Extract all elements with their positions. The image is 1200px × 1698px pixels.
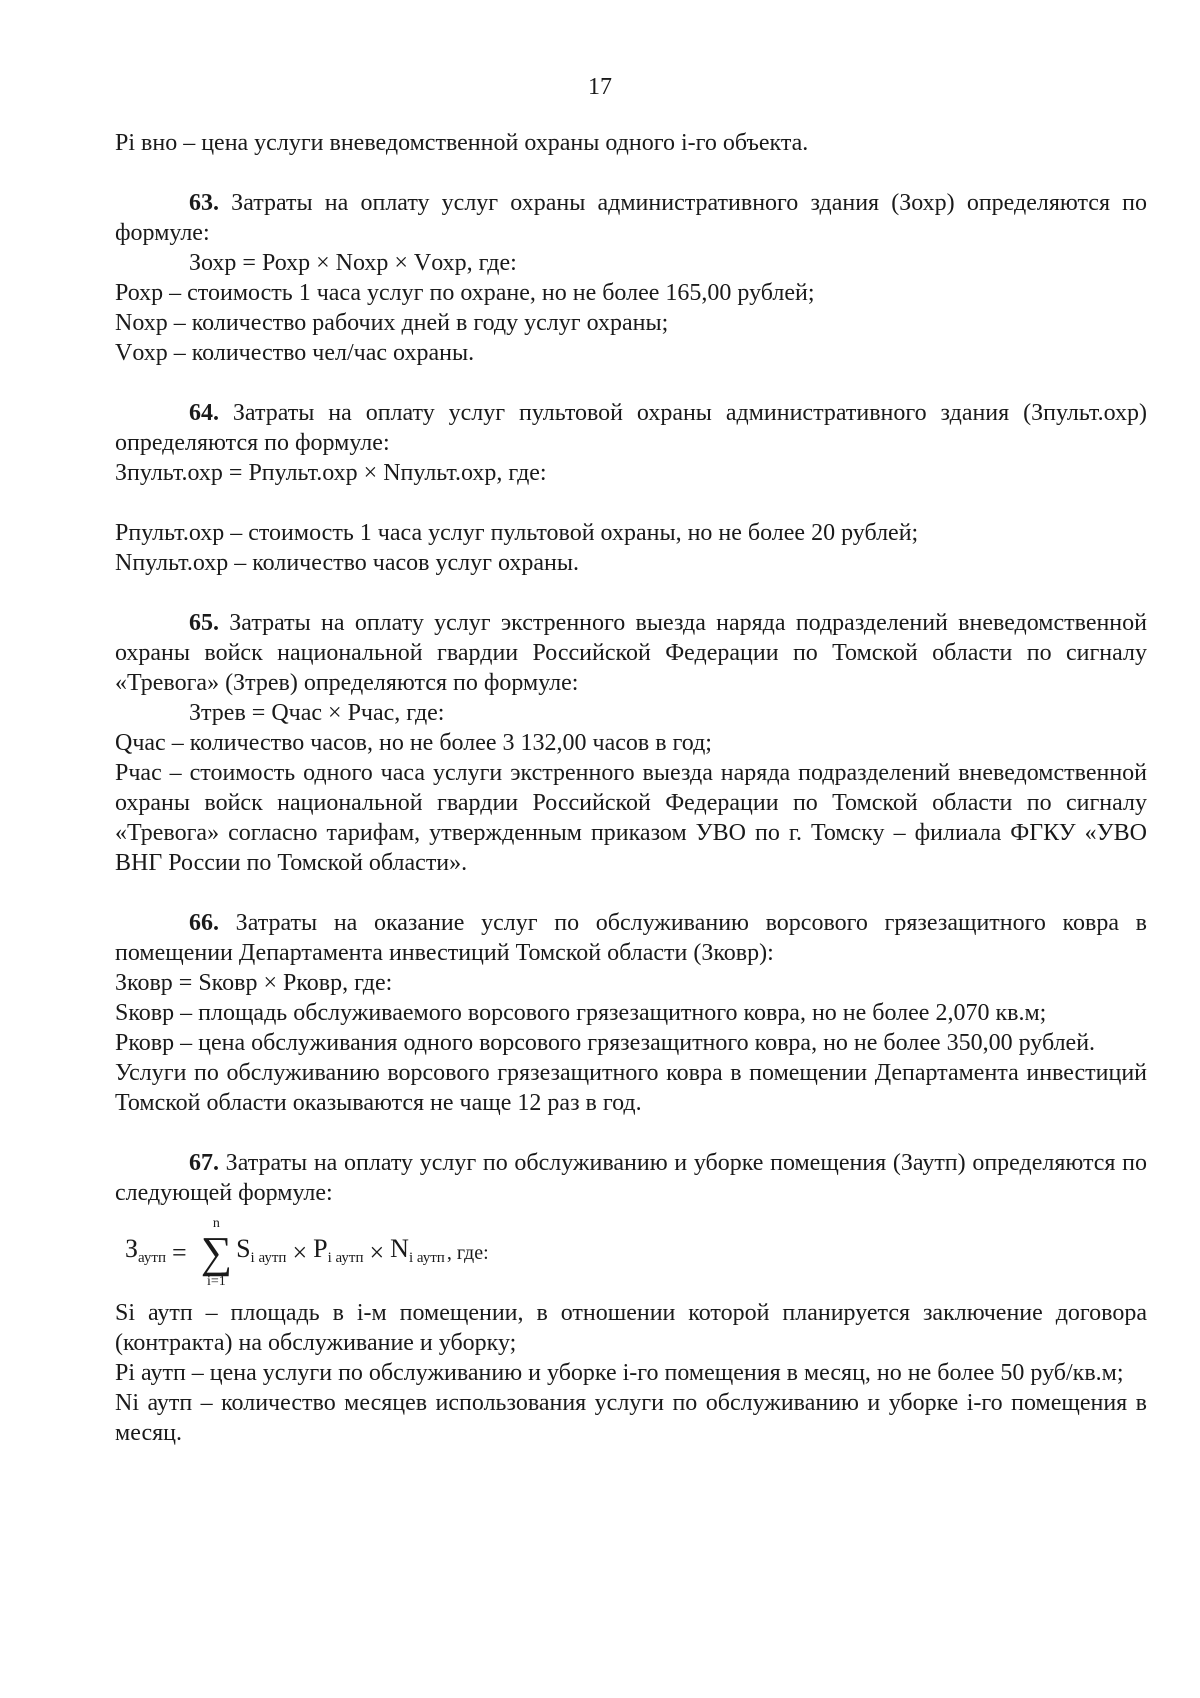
section-63-intro (115, 188, 1147, 248)
section-65-def-1: Qчас – количество часов, но не более 3 132,00 часов в год; (115, 730, 712, 756)
section-67 (115, 1148, 1147, 1448)
section-66 (115, 908, 1147, 1118)
section-65-text: Затраты на оплату услуг экстренного выезда наряда подразделений вневедомственной охраны войск национальной гвардии Российской Федерации по Томской области по сигналу «Тревога» (Зтрев) определяются по формуле: (115, 610, 1147, 696)
section-66-note: Услуги по обслуживанию ворсового грязезащитного ковра в помещении Департамента инвестиций Томской области оказываются не чаще 12 раз в год. (115, 1060, 1147, 1116)
formula-times-2: × (369, 1238, 385, 1267)
section-63-formula: Зохр = Рохр × Nохр × Vохр, где: (189, 250, 517, 276)
section-64-text: Затраты на оплату услуг пультовой охраны административного здания (Зпульт.охр) определяются по формуле: (115, 400, 1147, 456)
section-63 (115, 188, 1147, 368)
section-63-number: 63. (189, 190, 219, 216)
section-64-formula: Зпульт.охр = Рпульт.охр × Nпульт.охр, где: (115, 460, 547, 486)
section-64-intro (115, 398, 1147, 458)
section-65-number: 65. (189, 610, 219, 636)
section-64-number: 64. (189, 400, 219, 426)
section-65-formula: Зтрев = Qчас × Рчас, где: (189, 700, 445, 726)
section-66-number: 66. (189, 910, 219, 936)
sigma-sum (201, 1217, 232, 1289)
section-67-text: Затраты на оплату услуг по обслуживанию и уборке помещения (Заутп) определяются по следующей формуле: (115, 1150, 1147, 1206)
formula-term-p: $P_{i аутп}$ (313, 1233, 364, 1266)
section-64-def-2: Nпульт.охр – количество часов услуг охраны. (115, 550, 579, 576)
section-65 (115, 608, 1147, 878)
sigma-symbol: ∑ (200, 1228, 233, 1277)
definition-pi-vno: Pi вно – цена услуги вневедомственной охраны одного i-го объекта. (115, 130, 809, 156)
section-64-def-1: Рпульт.охр – стоимость 1 часа услуг пультовой охраны, но не более 20 рублей; (115, 520, 919, 546)
section-66-def-2: Рковр – цена обслуживания одного ворсового грязезащитного ковра, но не более 350,00 рублей. (115, 1030, 1096, 1056)
formula-term-s-subscript: i аутп (250, 1249, 287, 1266)
sigma-upper-limit: n (212, 1216, 220, 1231)
section-66-intro (115, 908, 1147, 968)
section-64 (115, 398, 1147, 578)
section-67-def-1: Si аутп – площадь в i-м помещении, в отношении которой планируется заключение договора (контракта) на обслуживание и уборку; (115, 1300, 1147, 1356)
formula-lhs: $З_{аутп}$ (125, 1233, 167, 1266)
section-67-number: 67. (189, 1150, 219, 1176)
formula-term-p-subscript: i аутп (327, 1249, 364, 1266)
section-63-def-2: Nохр – количество рабочих дней в году услуг охраны; (115, 310, 669, 336)
section-63-text: Затраты на оплату услуг охраны административного здания (Зохр) определяются по формуле: (115, 190, 1147, 246)
page-number: 17 (588, 74, 612, 100)
section-67-intro (115, 1148, 1147, 1208)
section-63-def-1: Рохр – стоимость 1 часа услуг по охране, но не более 165,00 рублей; (115, 280, 815, 306)
formula-where: , где: (446, 1242, 489, 1264)
formula-term-n-subscript: i аутп (408, 1249, 445, 1266)
section-66-text: Затраты на оказание услуг по обслуживанию ворсового грязезащитного ковра в помещении Департамента инвестиций Томской области (Зковр): (115, 910, 1147, 966)
section-67-def-3: Ni аутп – количество месяцев использования услуги по обслуживанию и уборке i-го помещения в месяц. (115, 1390, 1147, 1446)
section-66-formula: Зковр = Sковр × Рковр, где: (115, 970, 393, 996)
section-65-intro (115, 608, 1147, 698)
formula-times-1: × (292, 1238, 308, 1267)
section-67-def-2: Pi аутп – цена услуги по обслуживанию и уборке i-го помещения в месяц, но не более 50 руб/кв.м; (115, 1360, 1124, 1386)
section-66-def-1: Sковр – площадь обслуживаемого ворсового грязезащитного ковра, но не более 2,070 кв.м; (115, 1000, 1047, 1026)
formula-lhs-subscript: аутп (138, 1249, 167, 1266)
section-67-sum-formula (115, 1208, 1147, 1298)
section-63-def-3: Vохр – количество чел/час охраны. (115, 340, 475, 366)
formula-equals: = (172, 1238, 187, 1267)
formula-term-n: $N_{i аутп}$ (390, 1233, 445, 1266)
sigma-lower-limit: i=1 (206, 1274, 226, 1289)
formula-term-s: $S_{i аутп}$ (236, 1233, 287, 1266)
section-65-def-2: Рчас – стоимость одного часа услуги экстренного выезда наряда подразделений вневедомственной охраны войск национальной гвардии Российской Федерации по Томской области по сигналу «Тревога» согласно тарифам, утвержденным приказом УВО по г. Томску – филиала ФГКУ «УВО ВНГ России по Томской области». (115, 760, 1147, 876)
